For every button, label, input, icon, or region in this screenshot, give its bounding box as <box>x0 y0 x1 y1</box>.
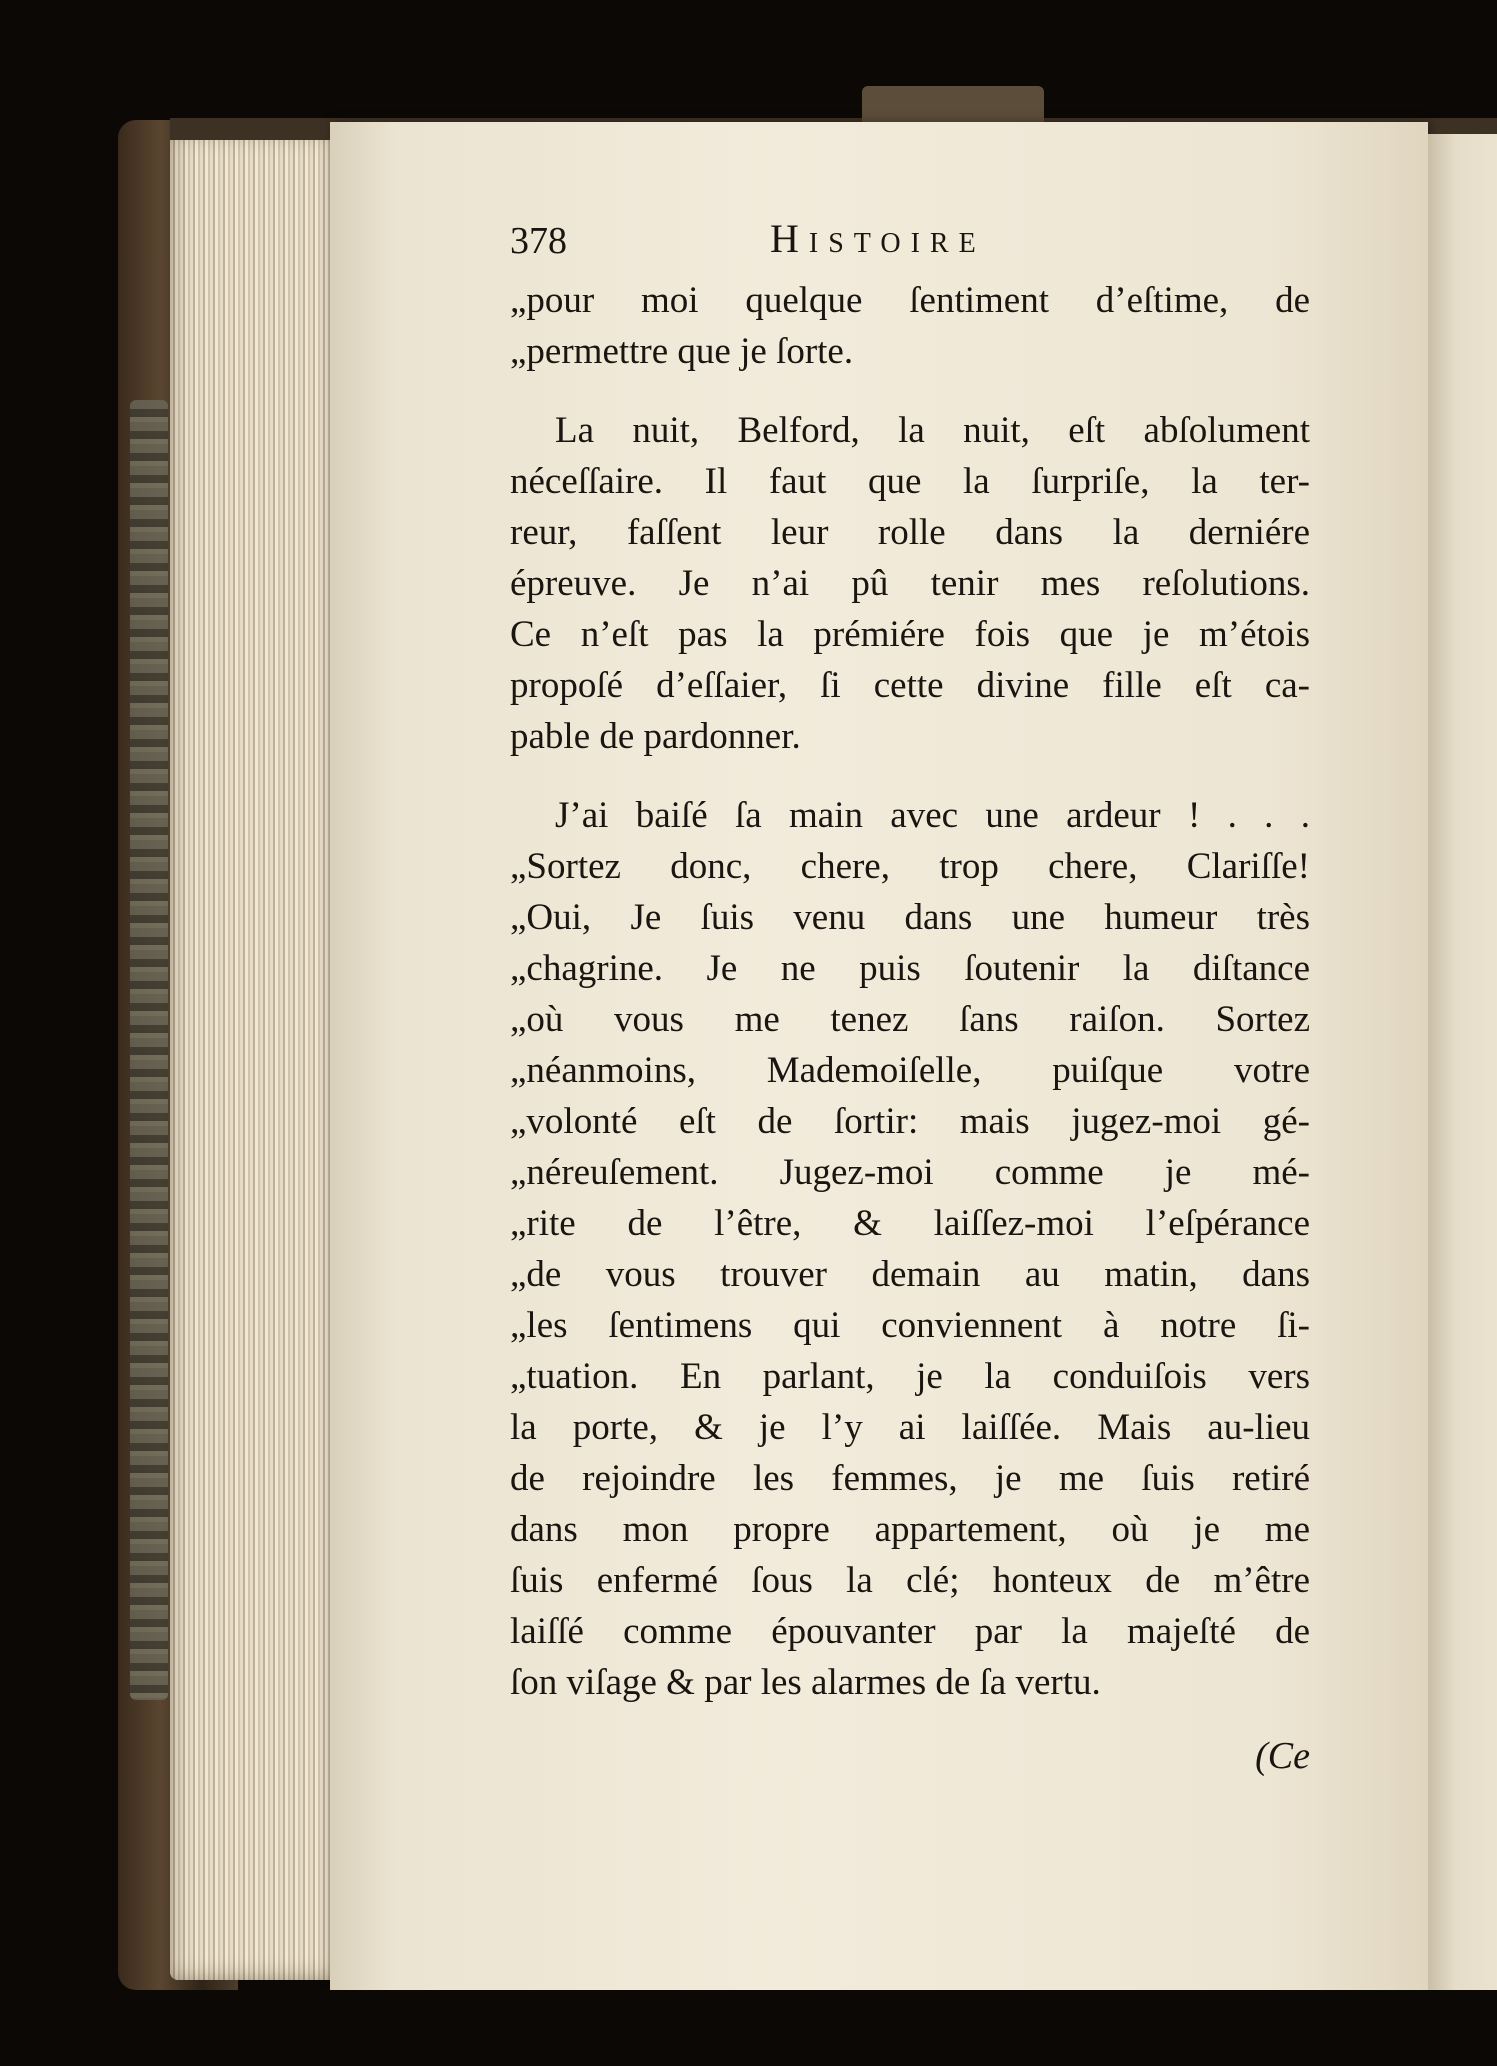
text-line: La nuit, Belford, la nuit, eſt abſolument <box>555 410 1310 451</box>
paragraph-2 <box>510 405 1310 762</box>
text-line: laiſſé comme épouvanter par la majeſté de <box>510 1611 1310 1652</box>
running-title: Histoire <box>770 216 986 261</box>
text-line: J’ai baiſé ſa main avec une ardeur ! . . . <box>555 795 1310 836</box>
text-line: „volonté eſt de ſortir: mais jugez-moi gé- <box>510 1101 1310 1142</box>
text-line: „Sortez donc, chere, trop chere, Clariſſe! <box>510 846 1310 887</box>
text-line: „Oui, Je ſuis venu dans une humeur très <box>510 897 1310 938</box>
text-line: dans mon propre appartement, où je me <box>510 1509 1310 1550</box>
text-line: la porte, & je l’y ai laiſſée. Mais au-lieu <box>510 1407 1310 1448</box>
page-number: 378 <box>510 220 567 262</box>
text-line: Ce n’eſt pas la prémiére fois que je m’étois <box>510 614 1310 655</box>
text-line: épreuve. Je n’ai pû tenir mes reſolutions. <box>510 563 1310 604</box>
bottom-shadow <box>170 1990 1497 2066</box>
text-line: „néanmoins, Mademoiſelle, puiſque votre <box>510 1050 1310 1091</box>
text-line: propoſé d’eſſaier, ſi cette divine fille eſt ca- <box>510 665 1310 706</box>
text-line: reur, faſſent leur rolle dans la derniére <box>510 512 1310 553</box>
right-page-edge <box>1428 134 1497 1994</box>
page-fore-edge <box>170 130 340 1980</box>
paragraph-gap <box>510 377 1310 405</box>
text-line: ſon viſage & par les alarmes de ſa vertu. <box>510 1662 1101 1703</box>
text-line: „pour moi quelque ſentiment d’eſtime, de <box>510 280 1310 321</box>
paragraph-3 <box>510 790 1310 1708</box>
text-line: pable de pardonner. <box>510 716 801 757</box>
text-line: ſuis enfermé ſous la clé; honteux de m’être <box>510 1560 1310 1601</box>
catchword: (Ce <box>1255 1735 1310 1777</box>
text-line: „où vous me tenez ſans raiſon. Sortez <box>510 999 1310 1040</box>
page-text-block <box>510 215 1310 1814</box>
paragraph-1 <box>510 275 1310 377</box>
text-line: „chagrine. Je ne puis ſoutenir la diſtance <box>510 948 1310 989</box>
running-head <box>510 215 1310 275</box>
text-line: „de vous trouver demain au matin, dans <box>510 1254 1310 1295</box>
text-line: „néreuſement. Jugez-moi comme je mé- <box>510 1152 1310 1193</box>
text-line: „tuation. En parlant, je la conduiſois vers <box>510 1356 1310 1397</box>
text-line: de rejoindre les femmes, je me ſuis retiré <box>510 1458 1310 1499</box>
paragraph-gap <box>510 762 1310 790</box>
text-line: néceſſaire. Il faut que la ſurpriſe, la ter- <box>510 461 1310 502</box>
body-text <box>510 275 1310 1708</box>
catchword-row <box>510 1734 1310 1814</box>
leather-binding <box>130 400 168 1700</box>
text-line: „permettre que je ſorte. <box>510 331 854 372</box>
text-line: „les ſentimens qui conviennent à notre ſi- <box>510 1305 1310 1346</box>
text-line: „rite de l’être, & laiſſez-moi l’eſpérance <box>510 1203 1310 1244</box>
bookmark-tab <box>862 86 1044 126</box>
